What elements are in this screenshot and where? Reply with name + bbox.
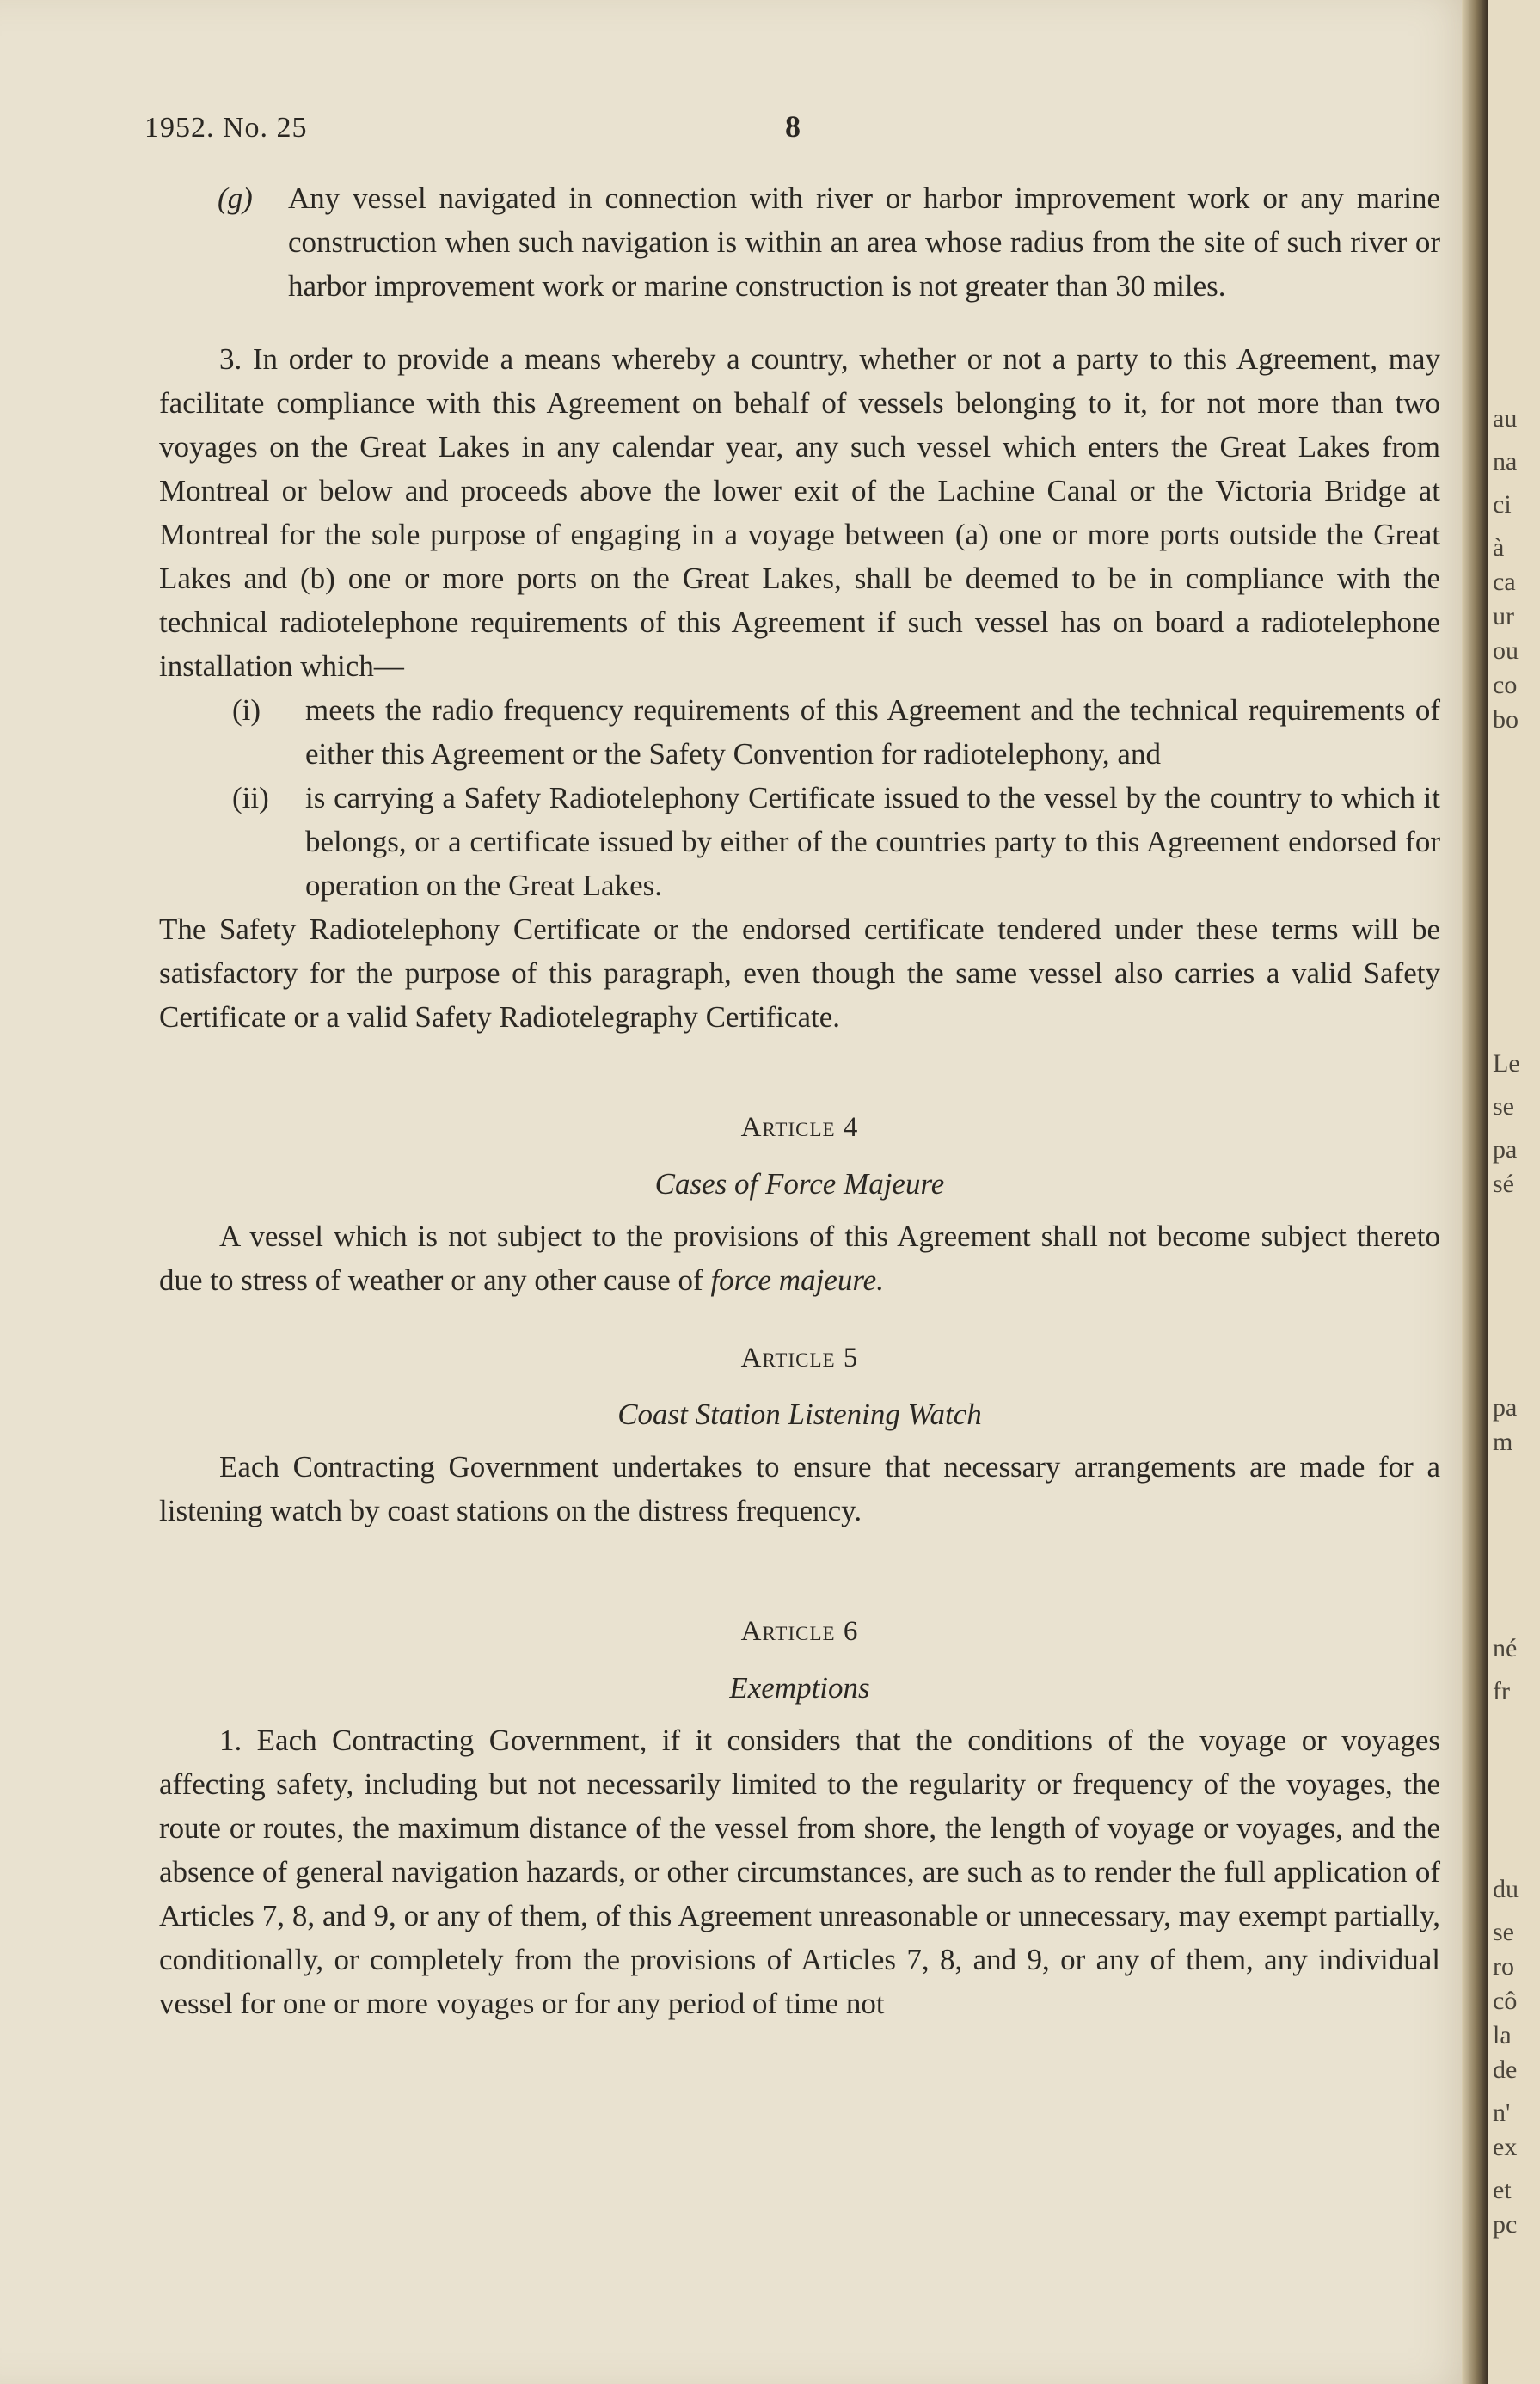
facing-page-fragment: se: [1493, 1092, 1514, 1121]
article-4-heading: Article 4: [740, 1112, 859, 1143]
page-number: 8: [785, 109, 801, 144]
sub-item-ii: [159, 776, 1440, 907]
facing-page-fragment: m: [1493, 1428, 1513, 1456]
page-header: [144, 109, 1376, 155]
facing-page-fragment: n': [1493, 2098, 1511, 2127]
facing-page-fragment: sé: [1493, 1170, 1514, 1198]
sub-item-label: (i): [232, 693, 261, 727]
facing-page-fragment: au: [1493, 404, 1518, 433]
sub-item-i: [159, 688, 1440, 776]
facing-page-fragment: la: [1493, 2021, 1512, 2049]
facing-page-fragment: fr: [1493, 1677, 1510, 1705]
article-5-subtitle: Coast Station Listening Watch: [617, 1398, 982, 1431]
sub-item-label: (ii): [232, 781, 269, 814]
book-gutter: [1462, 0, 1488, 2384]
facing-page-fragment: à: [1493, 533, 1505, 562]
article-4-text: [159, 1214, 1440, 1302]
facing-page-fragment: pa: [1493, 1393, 1518, 1422]
facing-page-fragment: bo: [1493, 705, 1519, 734]
facing-page-fragment: né: [1493, 1634, 1518, 1662]
section-spacer: [159, 1533, 1440, 1576]
article-4-body: A vessel which is not subject to the provisions of this Agreement shall not become subject thereto due to stress of weather or any other cause of: [159, 1220, 1440, 1297]
page-body: [159, 176, 1440, 2025]
article-4-subtitle: Cases of Force Majeure: [654, 1167, 945, 1201]
paragraph-3-closing: The Safety Radiotelephony Certificate or the endorsed certificate tendered under these terms will be satisfactory for the purpose of this paragraph, even though the same vessel also carries a valid Safety Certificate or a valid Safety Radiotelegraphy Certificate.: [159, 912, 1440, 1034]
facing-page-fragment: Le: [1493, 1049, 1520, 1078]
paragraph-3: 3. In order to provide a means whereby a country, whether or not a party to this Agreement, may facilitate compliance with this Agreement on behalf of vessels belonging to it, for not more than two voyages on the Great Lakes in any calendar year, any such vessel which enters the Great Lakes from Montreal or below and proceeds above the lower exit of the Lachine Canal or the Victoria Bridge at Montreal for the sole purpose of engaging in a voyage between (a) one or more ports outside the Great Lakes and (b) one or more ports on the Great Lakes, shall be deemed to be in compliance with the technical radiotelephone requirements of this Agreement if such vessel has on board a radiotelephone installation which—: [159, 342, 1440, 683]
facing-page-fragment: na: [1493, 447, 1518, 476]
clause-label: (g): [218, 181, 253, 215]
article-4-italic: force majeure.: [710, 1263, 884, 1297]
sub-item-text: meets the radio frequency requirements of this Agreement and the technical requirements of either this Agreement or the Safety Convention for radiotelephony, and: [305, 693, 1440, 771]
article-5-text: Each Contracting Government undertakes to ensure that necessary arrangements are made for a listening watch by coast stations on the distress frequency.: [159, 1450, 1440, 1527]
article-6-heading: Article 6: [740, 1616, 859, 1647]
clause-g: [159, 176, 1440, 308]
article-5-heading: Article 5: [740, 1343, 859, 1373]
facing-page-fragment: ci: [1493, 490, 1512, 519]
sub-item-text: is carrying a Safety Radiotelephony Certificate issued to the vessel by the country to which it belongs, or a certificate issued by either of the countries party to this Agreement endorsed for operation on the Great Lakes.: [305, 781, 1440, 902]
facing-page-fragment: et: [1493, 2176, 1512, 2204]
facing-page-fragment: ca: [1493, 568, 1516, 596]
facing-page-fragment: ro: [1493, 1952, 1514, 1981]
facing-page-edge: [1488, 0, 1540, 2384]
facing-page-fragment: pc: [1493, 2210, 1518, 2239]
facing-page-fragment: du: [1493, 1875, 1519, 1903]
facing-page-fragment: se: [1493, 1918, 1514, 1946]
facing-page-fragment: de: [1493, 2055, 1518, 2084]
article-6-text: 1. Each Contracting Government, if it considers that the conditions of the voyage or voyages affecting safety, including but not necessarily limited to the regularity or frequency of the voyages, the route or routes, the maximum distance of the vessel from shore, the length of voyage or voyages, and the absence of general navigation hazards, or other circumstances, are such as to render the full application of Articles 7, 8, and 9, or any of them, of this Agreement unreasonable or unnecessary, may exempt partially, conditionally, or completely from the provisions of Articles 7, 8, and 9, or any of them, any individual vessel for one or more voyages or for any period of time not: [159, 1723, 1440, 2020]
facing-page-fragment: co: [1493, 671, 1518, 699]
facing-page-fragment: cô: [1493, 1987, 1518, 2015]
facing-page-fragment: ur: [1493, 602, 1514, 630]
facing-page-fragment: ex: [1493, 2133, 1518, 2161]
article-6-subtitle: Exemptions: [729, 1671, 870, 1705]
clause-text: Any vessel navigated in connection with river or harbor improvement work or any marine construction when such navigation is within an area whose radius from the site of such river or harbor improvement work or marine construction is not greater than 30 miles.: [288, 181, 1440, 303]
facing-page-fragment: pa: [1493, 1135, 1518, 1164]
document-year-number: 1952. No. 25: [144, 112, 308, 144]
facing-page-fragment: ou: [1493, 636, 1519, 665]
